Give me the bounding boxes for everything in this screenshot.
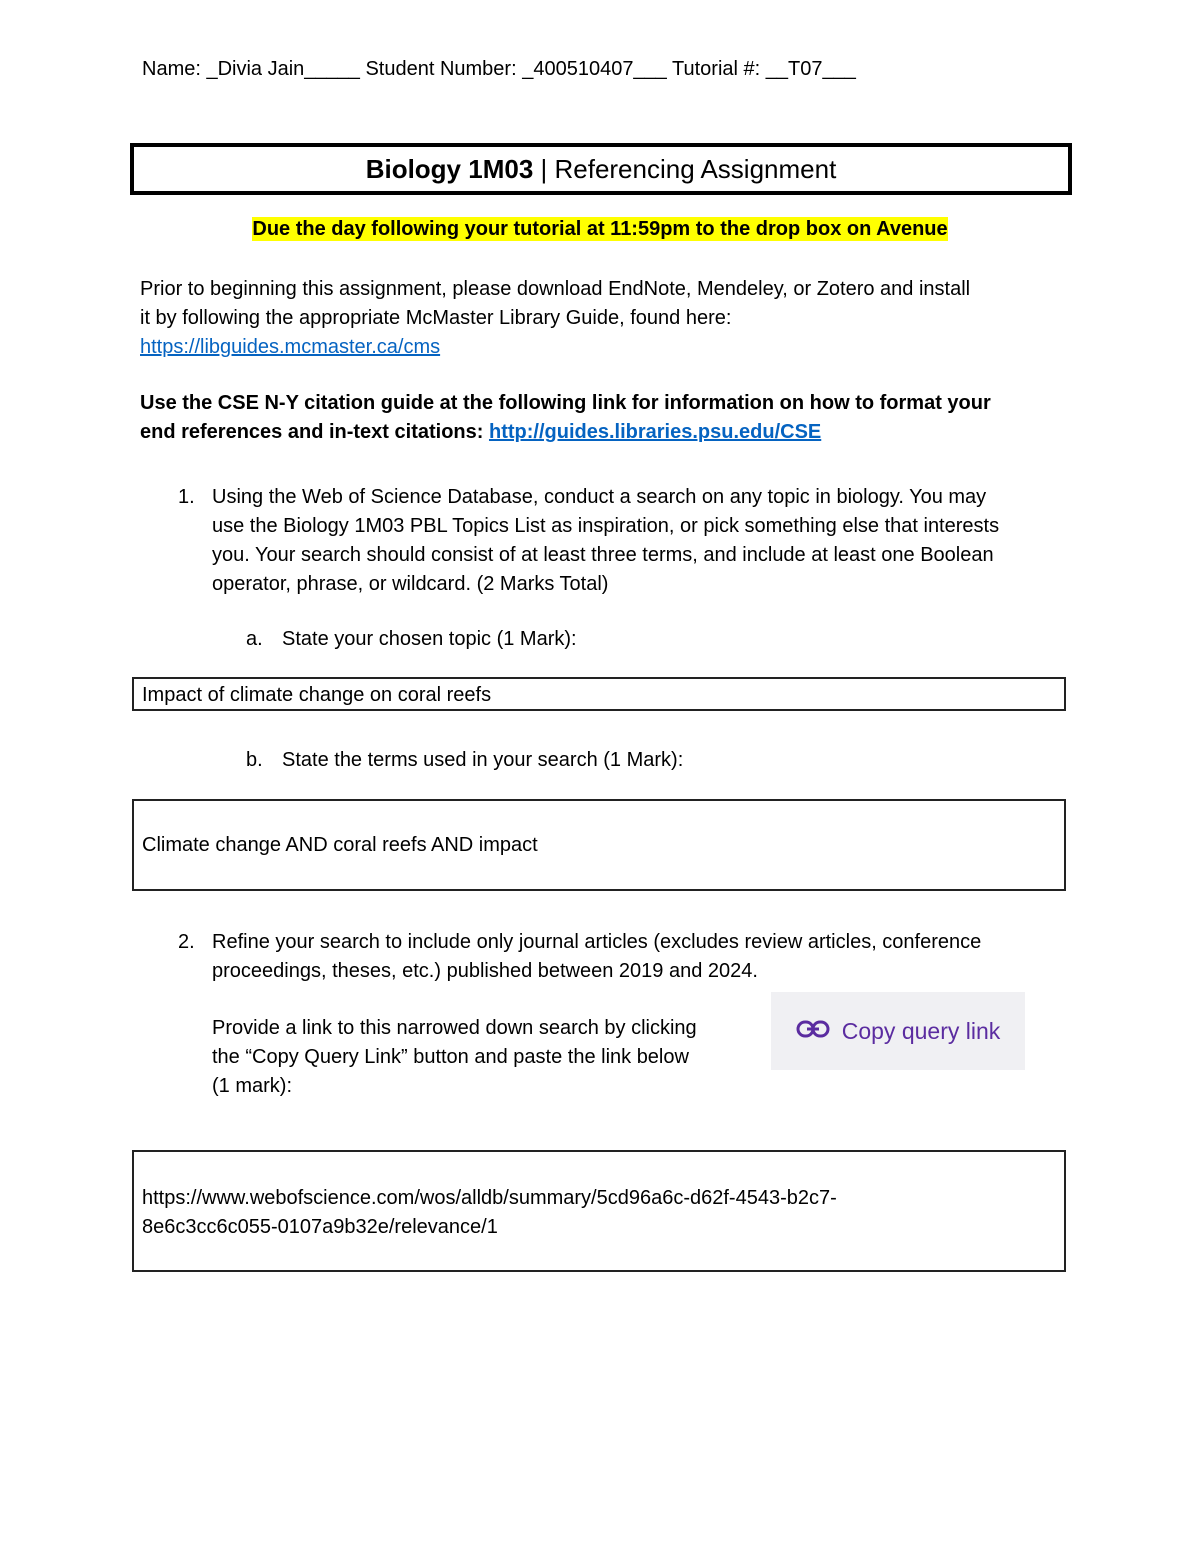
answer-box-terms[interactable]	[132, 799, 1066, 891]
answer-terms-text: Climate change AND coral reefs AND impact	[142, 834, 538, 856]
question-2-number: 2.	[178, 931, 195, 953]
citation-line-1: Use the CSE N-Y citation guide at the following link for information on how to format your	[140, 392, 991, 414]
title-box	[130, 143, 1072, 195]
provide-line-2: the “Copy Query Link” button and paste the link below	[212, 1046, 689, 1068]
query-link-line-1: https://www.webofscience.com/wos/alldb/summary/5cd96a6c-d62f-4543-b2c7-	[142, 1187, 837, 1209]
copy-query-link-button[interactable]	[771, 992, 1025, 1070]
link-icon	[796, 1018, 830, 1045]
cse-guide-link[interactable]: http://guides.libraries.psu.edu/CSE	[488, 421, 822, 443]
question-1a-label: a.	[246, 628, 263, 650]
question-1-line-1: Using the Web of Science Database, conduct a search on any topic in biology. You may	[212, 486, 987, 508]
due-notice	[0, 218, 1200, 241]
question-1b-prompt	[246, 749, 683, 772]
provide-line-3: (1 mark):	[212, 1075, 292, 1097]
question-2	[178, 928, 1078, 986]
question-1	[178, 483, 1078, 599]
title-course: Biology 1M03	[365, 154, 534, 184]
question-1-line-4: operator, phrase, or wildcard. (2 Marks Total)	[212, 573, 609, 595]
question-1-number: 1.	[178, 486, 195, 508]
question-1a-text: State your chosen topic (1 Mark):	[282, 628, 577, 650]
intro-line-2: it by following the appropriate McMaster Library Guide, found here:	[140, 307, 732, 329]
question-1-line-2: use the Biology 1M03 PBL Topics List as inspiration, or pick something else that interests	[212, 515, 1000, 537]
citation-note	[140, 389, 1070, 447]
question-2-line-1: Refine your search to include only journal articles (excludes review articles, conference	[212, 931, 982, 953]
citation-line-2: end references and in-text citations:	[140, 421, 489, 443]
intro-paragraph	[140, 275, 1070, 362]
title-rest: | Referencing Assignment	[533, 154, 837, 184]
question-1b-text: State the terms used in your search (1 Mark):	[282, 749, 684, 771]
student-info-line: Name: _Divia Jain_____ Student Number: _400510407___ Tutorial #: __T07___	[142, 58, 856, 80]
provide-line-1: Provide a link to this narrowed down search by clicking	[212, 1017, 697, 1039]
question-2-provide	[212, 1014, 762, 1101]
intro-line-1: Prior to beginning this assignment, please download EndNote, Mendeley, or Zotero and install	[140, 278, 971, 300]
question-1-line-3: you. Your search should consist of at least three terms, and include at least one Boolean	[212, 544, 994, 566]
copy-query-link-label: Copy query link	[841, 1017, 1001, 1044]
question-1b-label: b.	[246, 749, 263, 771]
question-2-line-2: proceedings, theses, etc.) published between 2019 and 2024.	[212, 960, 758, 982]
due-notice-text: Due the day following your tutorial at 11:59pm to the drop box on Avenue	[252, 218, 948, 240]
query-link-line-2: 8e6c3cc6c055-0107a9b32e/relevance/1	[142, 1216, 498, 1238]
libguides-link[interactable]: https://libguides.mcmaster.ca/cms	[140, 336, 441, 358]
answer-box-query-link[interactable]	[132, 1150, 1066, 1272]
answer-box-topic[interactable]	[132, 677, 1066, 711]
question-1a-prompt	[246, 628, 577, 651]
answer-topic-text: Impact of climate change on coral reefs	[142, 684, 492, 706]
